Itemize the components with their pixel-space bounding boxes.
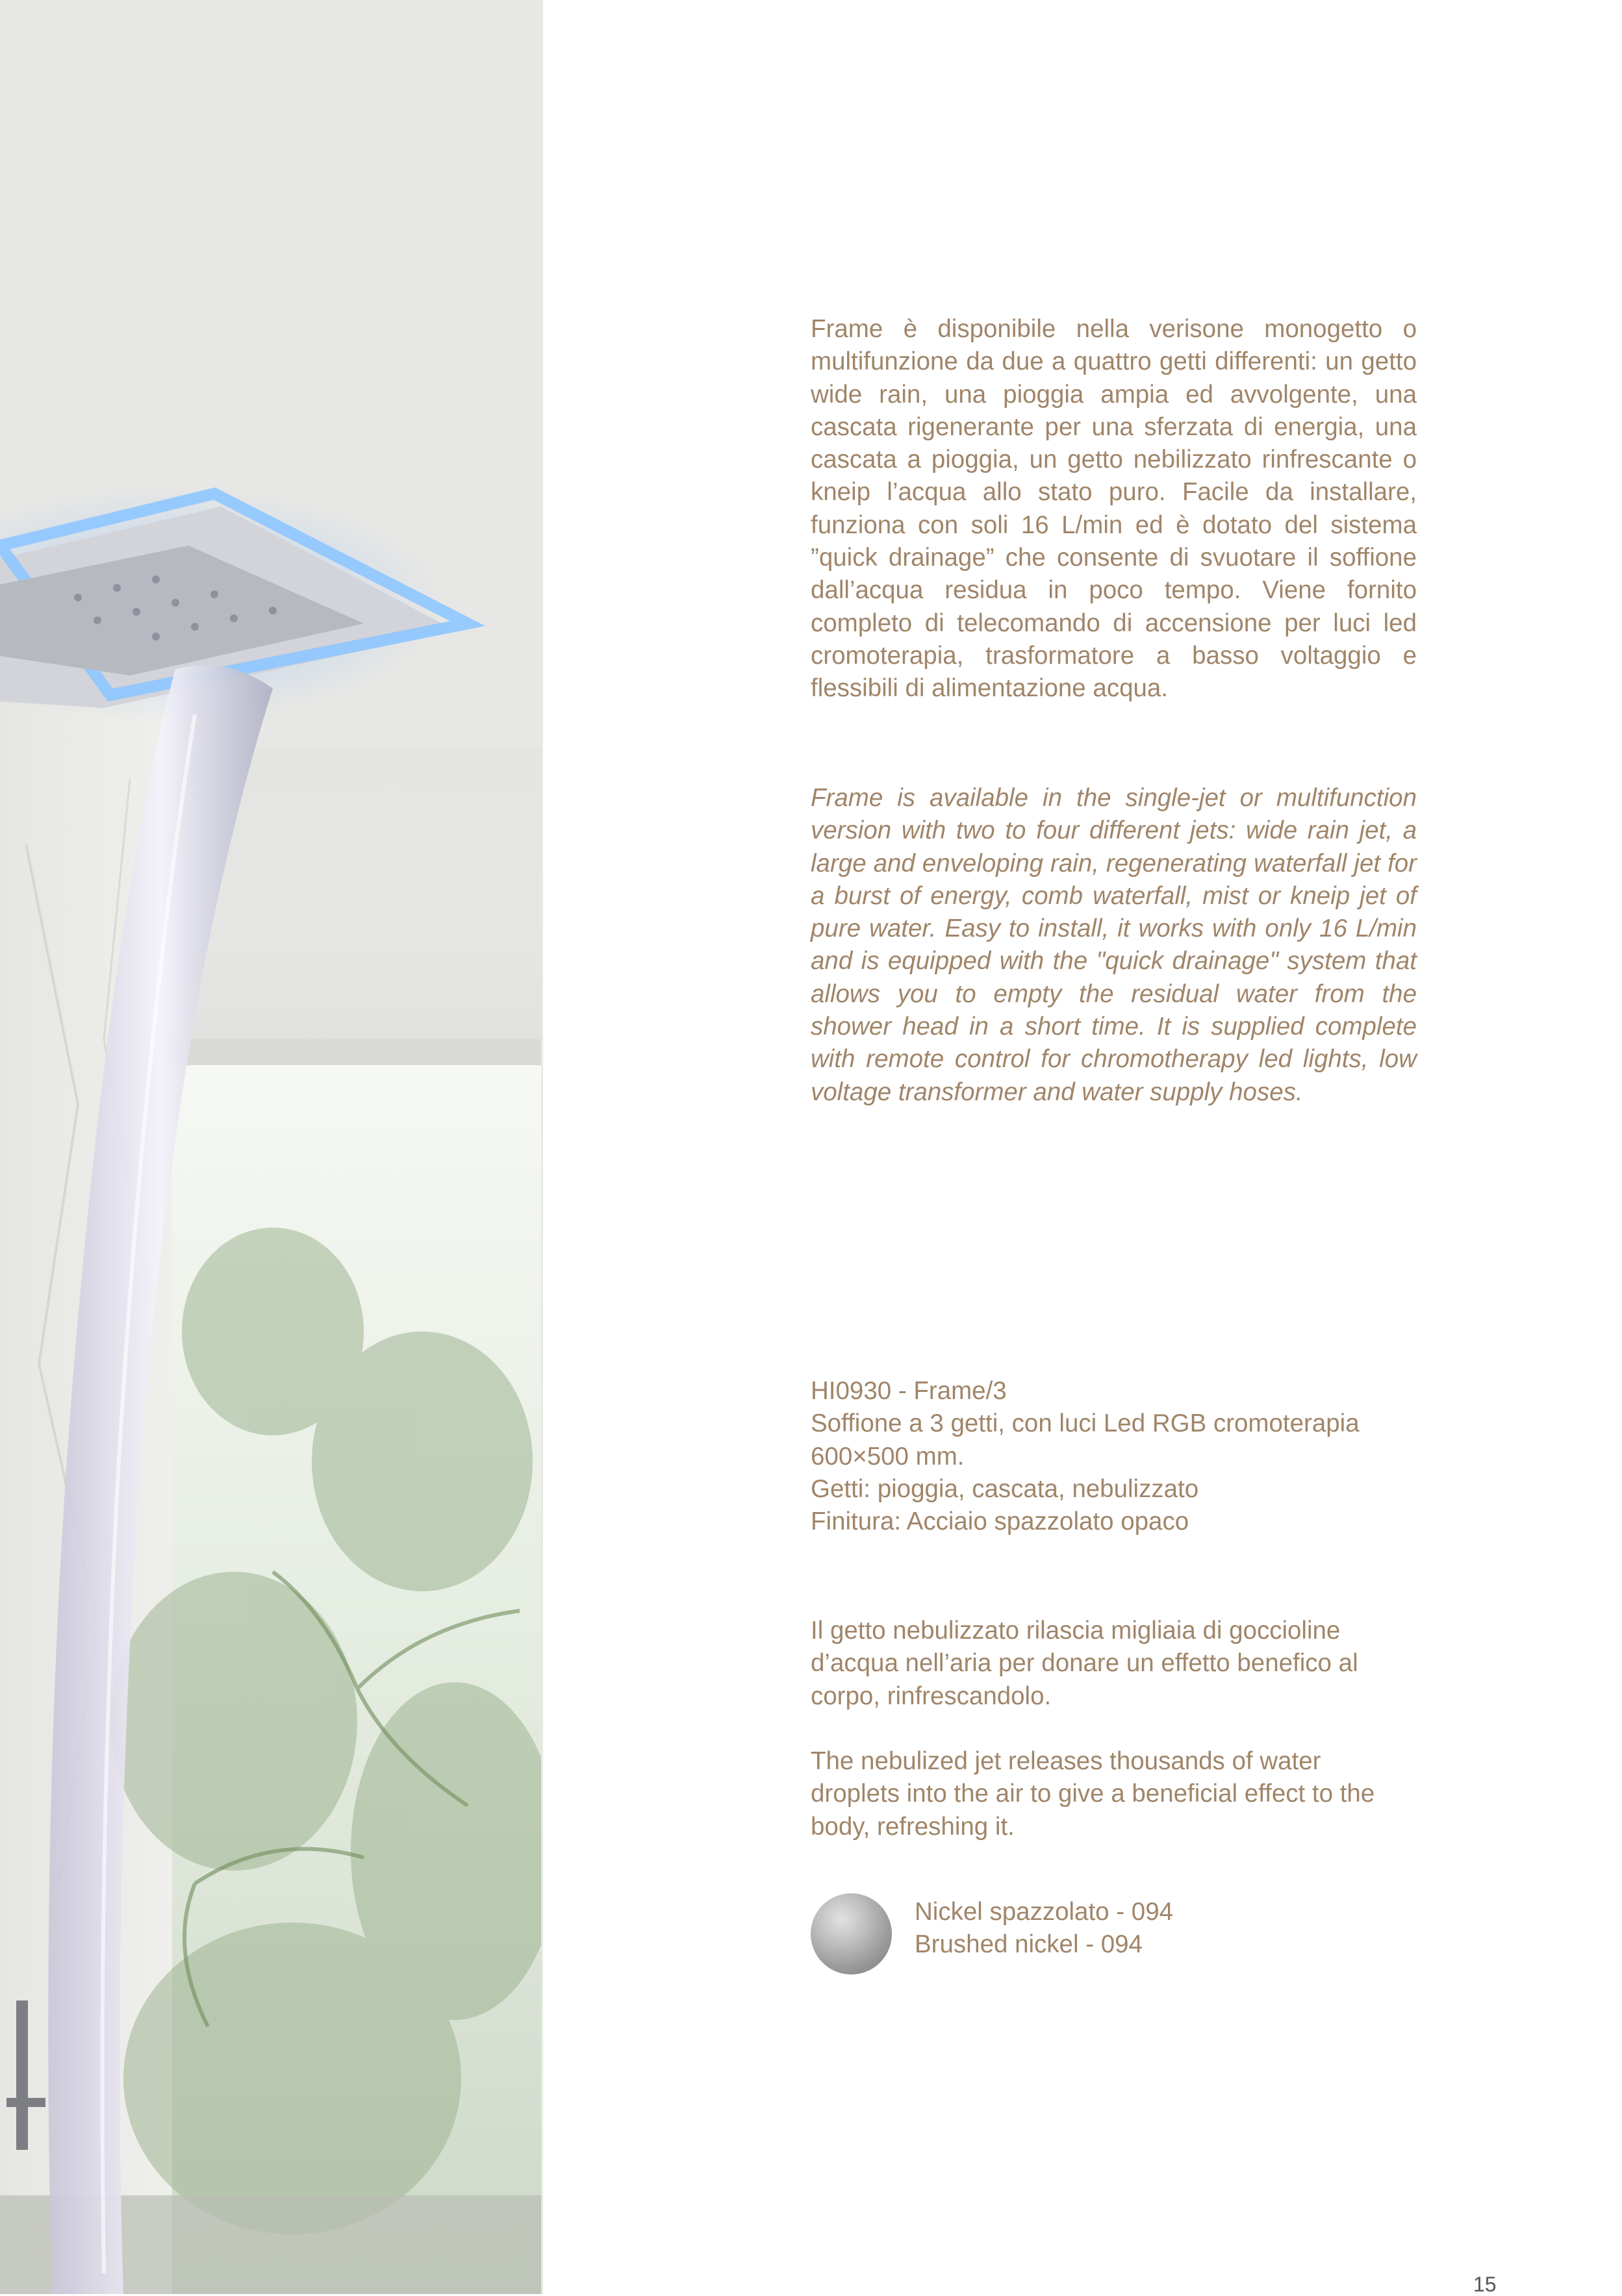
page-number: 15 <box>1473 2273 1497 2296</box>
finish-label <box>915 1896 1173 1962</box>
finish-option <box>811 1893 1330 1975</box>
product-size: 600×500 mm. <box>811 1442 965 1470</box>
finish-label-english: Brushed nickel - 094 <box>915 1930 1143 1959</box>
product-code-name: HI0930 - Frame/3 <box>811 1377 1007 1405</box>
product-finish: Finitura: Acciaio spazzolato opaco <box>811 1508 1189 1536</box>
product-spec <box>811 1375 1417 1538</box>
nebulized-note-italian: Il getto nebulizzato rilascia migliaia di goccioline d’acqua nell’aria per donare un effetto benefico al corpo, rinfrescandolo. <box>811 1617 1358 1710</box>
page-divider <box>541 0 543 2294</box>
description-english: Frame is available in the single-jet or multifunction version with two to four different jets: wide rain jet, a large and enveloping rain, regenerating waterfall jet for a burst of energy, comb waterfall, mist or kneip jet of pure water. Easy to install, it works with only 16 L/min and is equipped with the "quick drainage" system that allows you to empty the residual water from the shower head in a short time. It is supplied complete with remote control for chromotherapy led lights, low voltage transformer and water supply hoses. <box>811 784 1417 1106</box>
product-type: Soffione a 3 getti, con luci Led RGB cromoterapia <box>811 1409 1360 1438</box>
finish-swatch <box>811 1893 892 1974</box>
description-italian: Frame è disponibile nella verisone monogetto o multifunzione da due a quattro getti differenti: un getto wide rain, una pioggia ampia ed avvolgente, una cascata rigenerante per una sferzata di energia, una cascata a pioggia, un getto nebilizzato rinfrescante o kneip l’acqua allo stato puro. Facile da installare, funziona con soli 16 L/min ed è dotato del sistema ”quick drainage” che consente di svuotare il soffione dall’acqua residua in poco tempo. Viene fornito completo di telecomando di accensione per luci led cromoterapia, trasformatore a basso voltaggio e flessibili di alimentazione acqua. <box>811 315 1417 703</box>
product-photo <box>0 0 541 2294</box>
product-jets: Getti: pioggia, cascata, nebulizzato <box>811 1474 1199 1503</box>
nebulized-note-english: The nebulized jet releases thousands of water droplets into the air to give a beneficial effect to the body, refreshing it. <box>811 1747 1375 1841</box>
finish-label-italian: Nickel spazzolato - 094 <box>915 1898 1174 1926</box>
